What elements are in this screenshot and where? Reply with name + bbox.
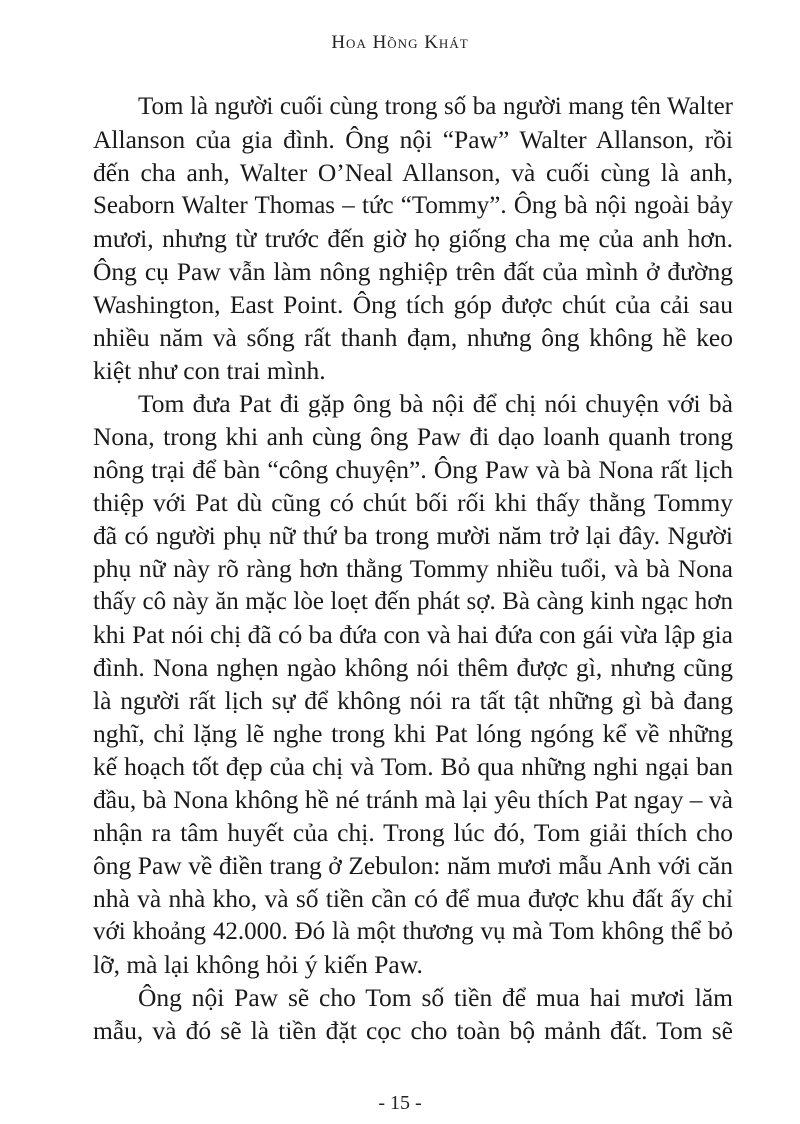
text-line: thiệp với Pat dù cũng có chút bối rối khi thấy thằng Tommy <box>93 488 733 517</box>
text-line: kiệt như con trai mình. <box>93 356 326 385</box>
text-line: nông trại để bàn “công chuyện”. Ông Paw và bà Nona rất lịch <box>93 455 733 484</box>
text-line: đình. Nona nghẹn ngào không nói thêm được gì, nhưng cũng <box>93 653 733 682</box>
text-line: mẫu, và đó sẽ là tiền đặt cọc cho toàn bộ mảnh đất. Tom sẽ <box>93 1016 733 1045</box>
text-line: nhiều năm và sống rất thanh đạm, nhưng ông không hề keo <box>93 323 733 352</box>
text-line: ông Paw về điền trang ở Zebulon: năm mươi mẫu Anh với căn <box>93 851 733 880</box>
text-line: đến cha anh, Walter O’Neal Allanson, và cuối cùng là anh, <box>93 158 733 187</box>
text-line: khi Pat nói chị đã có ba đứa con và hai đứa con gái vừa lập gia <box>93 620 733 649</box>
text-line: nhà và nhà kho, và số tiền cần có để mua được khu đất ấy chỉ <box>93 884 733 913</box>
text-line: phụ nữ này rõ ràng hơn thằng Tommy nhiều tuổi, và bà Nona <box>93 554 733 583</box>
text-line: đầu, bà Nona không hề né tránh mà lại yêu thích Pat ngay – và <box>93 785 733 814</box>
text-line: kế hoạch tốt đẹp của chị và Tom. Bỏ qua những nghi ngại ban <box>93 752 733 781</box>
running-header: Hoa Hồng Khát <box>331 32 469 53</box>
text-line: Seaborn Walter Thomas – tức “Tommy”. Ông bà nội ngoài bảy <box>93 192 733 219</box>
text-line: nghĩ, chỉ lặng lẽ nghe trong khi Pat lóng ngóng kể về những <box>93 719 733 748</box>
text-line: Ông nội Paw sẽ cho Tom số tiền để mua hai mươi lăm <box>138 983 733 1012</box>
text-line: Ông cụ Paw vẫn làm nông nghiệp trên đất của mình ở đường <box>93 257 733 286</box>
text-line: Washington, East Point. Ông tích góp được chút của cải sau <box>93 290 733 319</box>
page-number: - 15 - <box>378 1092 422 1114</box>
text-line: với khoảng 42.000. Đó là một thương vụ mà Tom không thể bỏ <box>93 918 733 945</box>
body-text <box>93 90 733 1047</box>
text-line: lỡ, mà lại không hỏi ý kiến Paw. <box>93 950 423 979</box>
text-line: Nona, trong khi anh cùng ông Paw đi dạo loanh quanh trong <box>93 422 733 451</box>
text-line: Allanson của gia đình. Ông nội “Paw” Walter Allanson, rồi <box>93 125 733 154</box>
text-line: là người rất lịch sự để không nói ra tất tật những gì bà đang <box>93 686 733 715</box>
text-line: mươi, nhưng từ trước đến giờ họ giống cha mẹ của anh hơn. <box>93 224 733 253</box>
text-line: thấy cô này ăn mặc lòe loẹt đến phát sợ. Bà càng kinh ngạc hơn <box>93 588 733 615</box>
text-line: Tom là người cuối cùng trong số ba người mang tên Walter <box>138 93 733 120</box>
text-line: đã có người phụ nữ thứ ba trong mười năm trở lại đây. Người <box>93 521 733 550</box>
text-line: Tom đưa Pat đi gặp ông bà nội để chị nói chuyện với bà <box>138 389 733 418</box>
text-line: nhận ra tâm huyết của chị. Trong lúc đó, Tom giải thích cho <box>93 818 733 847</box>
